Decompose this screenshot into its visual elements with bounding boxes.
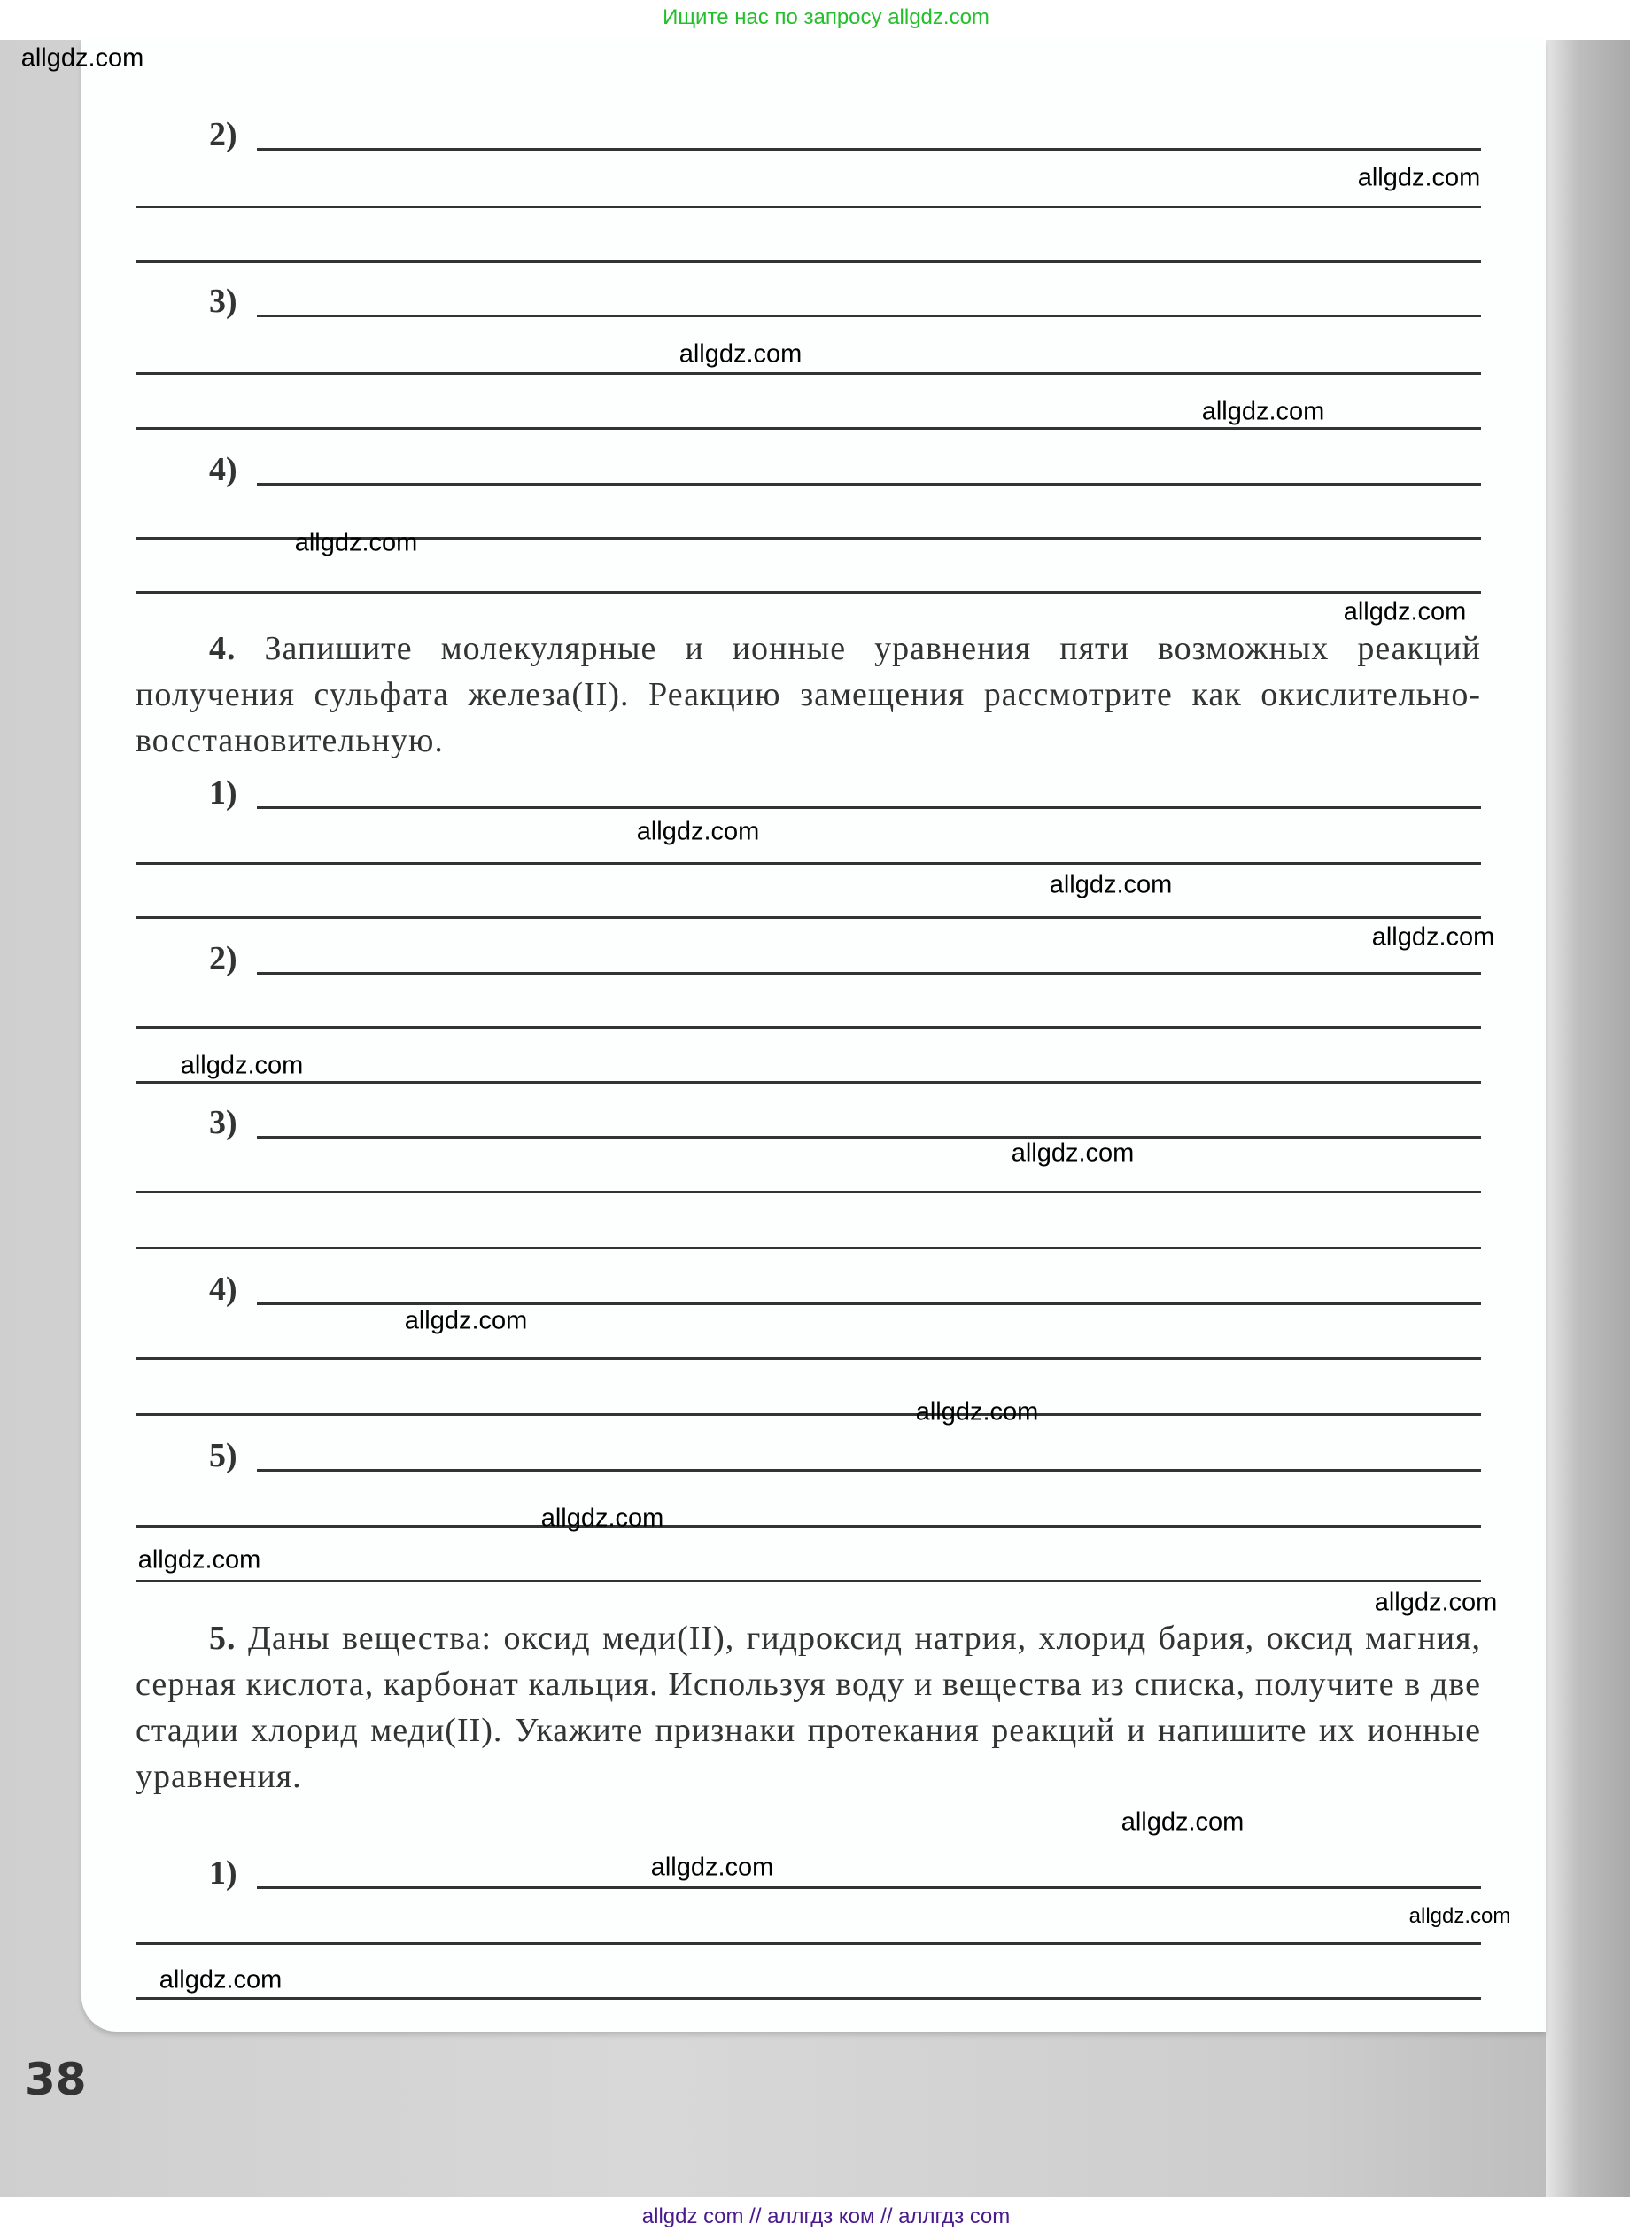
header-banner[interactable]: Ищите нас по запросу allgdz.com [663, 5, 989, 29]
answer-line[interactable] [136, 1191, 1481, 1193]
page-number: 38 [25, 2054, 87, 2105]
watermark: allgdz.com [294, 528, 418, 557]
answer-number-label: 4) [209, 451, 237, 488]
answer-line[interactable] [136, 1081, 1481, 1084]
answer-line[interactable] [136, 427, 1481, 430]
watermark: allgdz.com [540, 1504, 664, 1533]
task-5-text: Даны вещества: оксид меди(II), гидроксид натрия, хлорид бария, оксид магния, серная кислота, карбонат кальция. Используя воду и вещества из списка, получите в две стадии хлорид меди(II). Укажите признаки протекания реакций и напишите их ионные уравнения. [136, 1620, 1482, 1795]
answer-number-label: 1) [209, 1854, 237, 1892]
answer-line[interactable] [136, 1580, 1481, 1582]
watermark: allgdz.com [20, 43, 144, 73]
watermark: allgdz.com [679, 339, 803, 369]
watermark: allgdz.com [1371, 922, 1495, 952]
answer-line[interactable] [136, 1413, 1481, 1416]
answer-line[interactable] [257, 972, 1481, 975]
watermark: allgdz.com [1408, 1904, 1511, 1928]
watermark: allgdz.com [137, 1545, 261, 1574]
answer-line[interactable] [136, 1942, 1481, 1945]
answer-line[interactable] [136, 1525, 1481, 1528]
answer-line[interactable] [257, 1136, 1481, 1139]
task-5-prompt [136, 1615, 1481, 1800]
answer-line[interactable] [257, 148, 1481, 151]
answer-line[interactable] [136, 1997, 1481, 2000]
answer-line[interactable] [136, 916, 1481, 919]
watermark: allgdz.com [1201, 397, 1325, 426]
answer-line[interactable] [136, 1247, 1481, 1249]
answer-line[interactable] [136, 1026, 1481, 1029]
answer-line[interactable] [257, 483, 1481, 486]
answer-number-label: 3) [209, 1104, 237, 1141]
answer-line[interactable] [136, 206, 1481, 208]
answer-line[interactable] [136, 1357, 1481, 1360]
watermark: allgdz.com [1343, 597, 1467, 626]
task-4-prompt [136, 626, 1481, 764]
answer-number-label: 3) [209, 283, 237, 320]
answer-number-label: 1) [209, 774, 237, 812]
book-spine-edge [1546, 40, 1630, 2197]
answer-number-label: 2) [209, 940, 237, 977]
watermark: allgdz.com [159, 1965, 283, 1994]
watermark: allgdz.com [1011, 1139, 1135, 1168]
watermark: allgdz.com [915, 1397, 1039, 1427]
answer-line[interactable] [136, 260, 1481, 263]
watermark: allgdz.com [1374, 1588, 1498, 1617]
answer-line[interactable] [257, 1469, 1481, 1472]
answer-line[interactable] [136, 591, 1481, 594]
watermark: allgdz.com [636, 817, 760, 846]
answer-number-label: 5) [209, 1437, 237, 1474]
answer-number-label: 2) [209, 116, 237, 153]
watermark: allgdz.com [180, 1051, 304, 1080]
answer-line[interactable] [257, 315, 1481, 317]
watermark: allgdz.com [650, 1853, 774, 1882]
watermark: allgdz.com [1357, 163, 1481, 192]
task-4-text: Запишите молекулярные и ионные уравнения пяти возможных реакций получения сульфата железа(II). Реакцию замещения рассмотрите как окислительно-восстановительную. [136, 630, 1481, 759]
task-5-number: 5. [209, 1620, 237, 1657]
answer-line[interactable] [257, 1886, 1481, 1889]
task-4-number: 4. [209, 630, 237, 667]
answer-line[interactable] [136, 372, 1481, 375]
footer-banner[interactable]: allgdz com // аллгдз ком // аллгдз com [641, 2204, 1011, 2228]
watermark: allgdz.com [1049, 870, 1173, 899]
watermark: allgdz.com [404, 1306, 528, 1335]
answer-number-label: 4) [209, 1271, 237, 1308]
answer-line[interactable] [136, 862, 1481, 865]
watermark: allgdz.com [1121, 1808, 1245, 1837]
answer-line[interactable] [257, 806, 1481, 809]
answer-line[interactable] [257, 1302, 1481, 1305]
